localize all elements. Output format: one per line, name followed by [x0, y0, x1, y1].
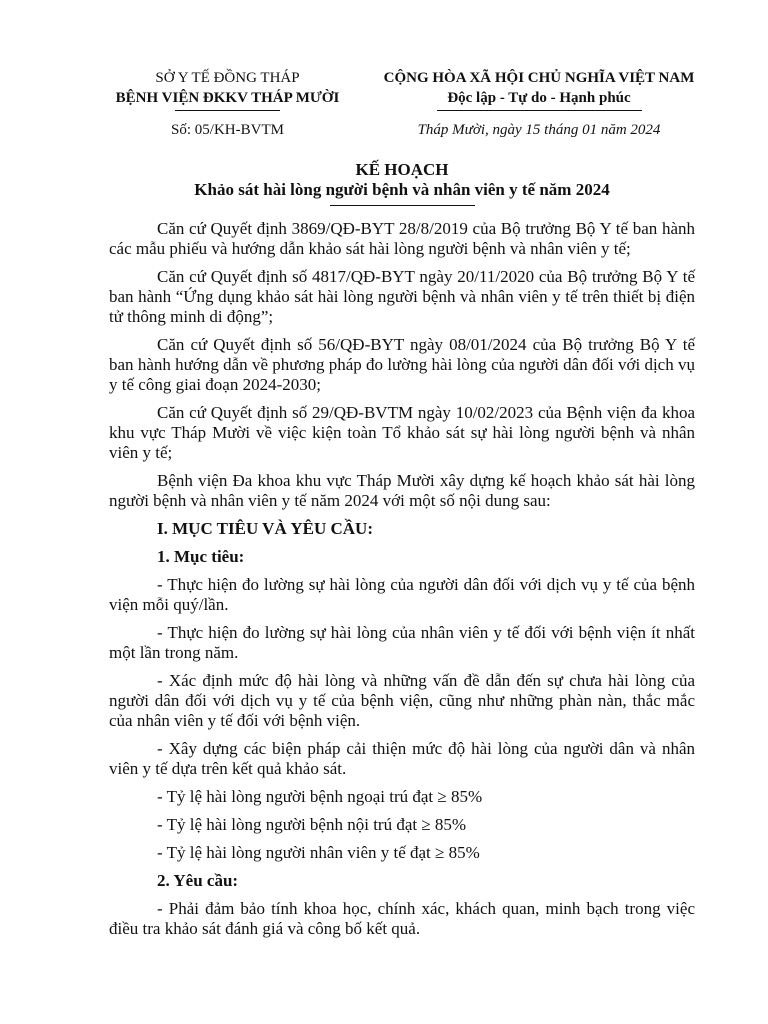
hospital-name: BỆNH VIỆN ĐKKV THÁP MƯỜI: [115, 90, 340, 106]
subsection-heading-requirements: 2. Yêu cầu:: [157, 871, 239, 890]
place-date: Tháp Mười, ngày 15 tháng 01 năm 2024: [417, 122, 661, 138]
preamble-paragraph: Căn cứ Quyết định 3869/QĐ-BYT 28/8/2019 của Bộ trưởng Bộ Y tế ban hành các mẫu phiếu và hướng dẫn khảo sát hài lòng người bệnh và nhân viên y tế;: [109, 219, 695, 258]
header-left-rule: [175, 110, 280, 111]
document-title: KẾ HOẠCH: [355, 160, 449, 179]
objective-item: - Tỷ lệ hài lòng người nhân viên y tế đạt ≥ 85%: [157, 843, 480, 862]
preamble-paragraph: Căn cứ Quyết định số 4817/QĐ-BYT ngày 20/11/2020 của Bộ trưởng Bộ Y tế ban hành “Ứng dụng khảo sát hài lòng người bệnh và nhân viên y tế trên thiết bị điện tử thông minh di động”;: [109, 267, 695, 326]
document-body: [109, 219, 695, 947]
title-rule: [330, 205, 475, 206]
objective-item: - Tỷ lệ hài lòng người bệnh nội trú đạt ≥ 85%: [157, 815, 467, 834]
national-motto: Độc lập - Tự do - Hạnh phúc: [447, 90, 631, 106]
document-subtitle: Khảo sát hài lòng người bệnh và nhân viên y tế năm 2024: [194, 180, 610, 199]
requirement-item: - Phải đảm bảo tính khoa học, chính xác, khách quan, minh bạch trong việc điều tra khảo sát đánh giá và công bố kết quả.: [109, 899, 695, 938]
objective-item: - Thực hiện đo lường sự hài lòng của người dân đối với dịch vụ y tế của bệnh viện mỗi quý/lần.: [109, 575, 695, 614]
objective-item: - Xác định mức độ hài lòng và những vấn đề dẫn đến sự chưa hài lòng của người dân đối với dịch vụ y tế của bệnh viện, cũng như những phàn nàn, thắc mắc của nhân viên y tế đối với bệnh viện.: [109, 671, 695, 730]
header-right: [366, 68, 712, 108]
preamble-paragraph: Căn cứ Quyết định số 29/QĐ-BVTM ngày 10/02/2023 của Bệnh viện đa khoa khu vực Tháp Mười về việc kiện toàn Tổ khảo sát sự hài lòng người bệnh và nhân viên y tế;: [109, 403, 695, 462]
header-right-rule: [437, 110, 642, 111]
section-heading: I. MỤC TIÊU VÀ YÊU CẦU:: [157, 519, 373, 538]
document-number: Số: 05/KH-BVTM: [171, 122, 284, 138]
objective-item: - Xây dựng các biện pháp cải thiện mức độ hài lòng của người dân và nhân viên y tế dựa trên kết quả khảo sát.: [109, 739, 695, 778]
objective-item: - Tỷ lệ hài lòng người bệnh ngoại trú đạt ≥ 85%: [157, 787, 483, 806]
objective-item: - Thực hiện đo lường sự hài lòng của nhân viên y tế đối với bệnh viện ít nhất một lần trong năm.: [109, 623, 695, 662]
preamble-paragraph: Căn cứ Quyết định số 56/QĐ-BYT ngày 08/01/2024 của Bộ trưởng Bộ Y tế ban hành hướng dẫn về phương pháp đo lường hài lòng của người dân đối với dịch vụ y tế công giai đoạn 2024-2030;: [109, 335, 695, 394]
header-left: [100, 68, 355, 108]
agency-name: SỞ Y TẾ ĐỒNG THÁP: [155, 70, 300, 86]
intro-paragraph: Bệnh viện Đa khoa khu vực Tháp Mười xây dựng kế hoạch khảo sát hài lòng người bệnh và nhân viên y tế năm 2024 với một số nội dung sau:: [109, 471, 695, 510]
subsection-heading-objectives: 1. Mục tiêu:: [157, 547, 245, 566]
country-name: CỘNG HÒA XÃ HỘI CHỦ NGHĨA VIỆT NAM: [383, 70, 695, 86]
